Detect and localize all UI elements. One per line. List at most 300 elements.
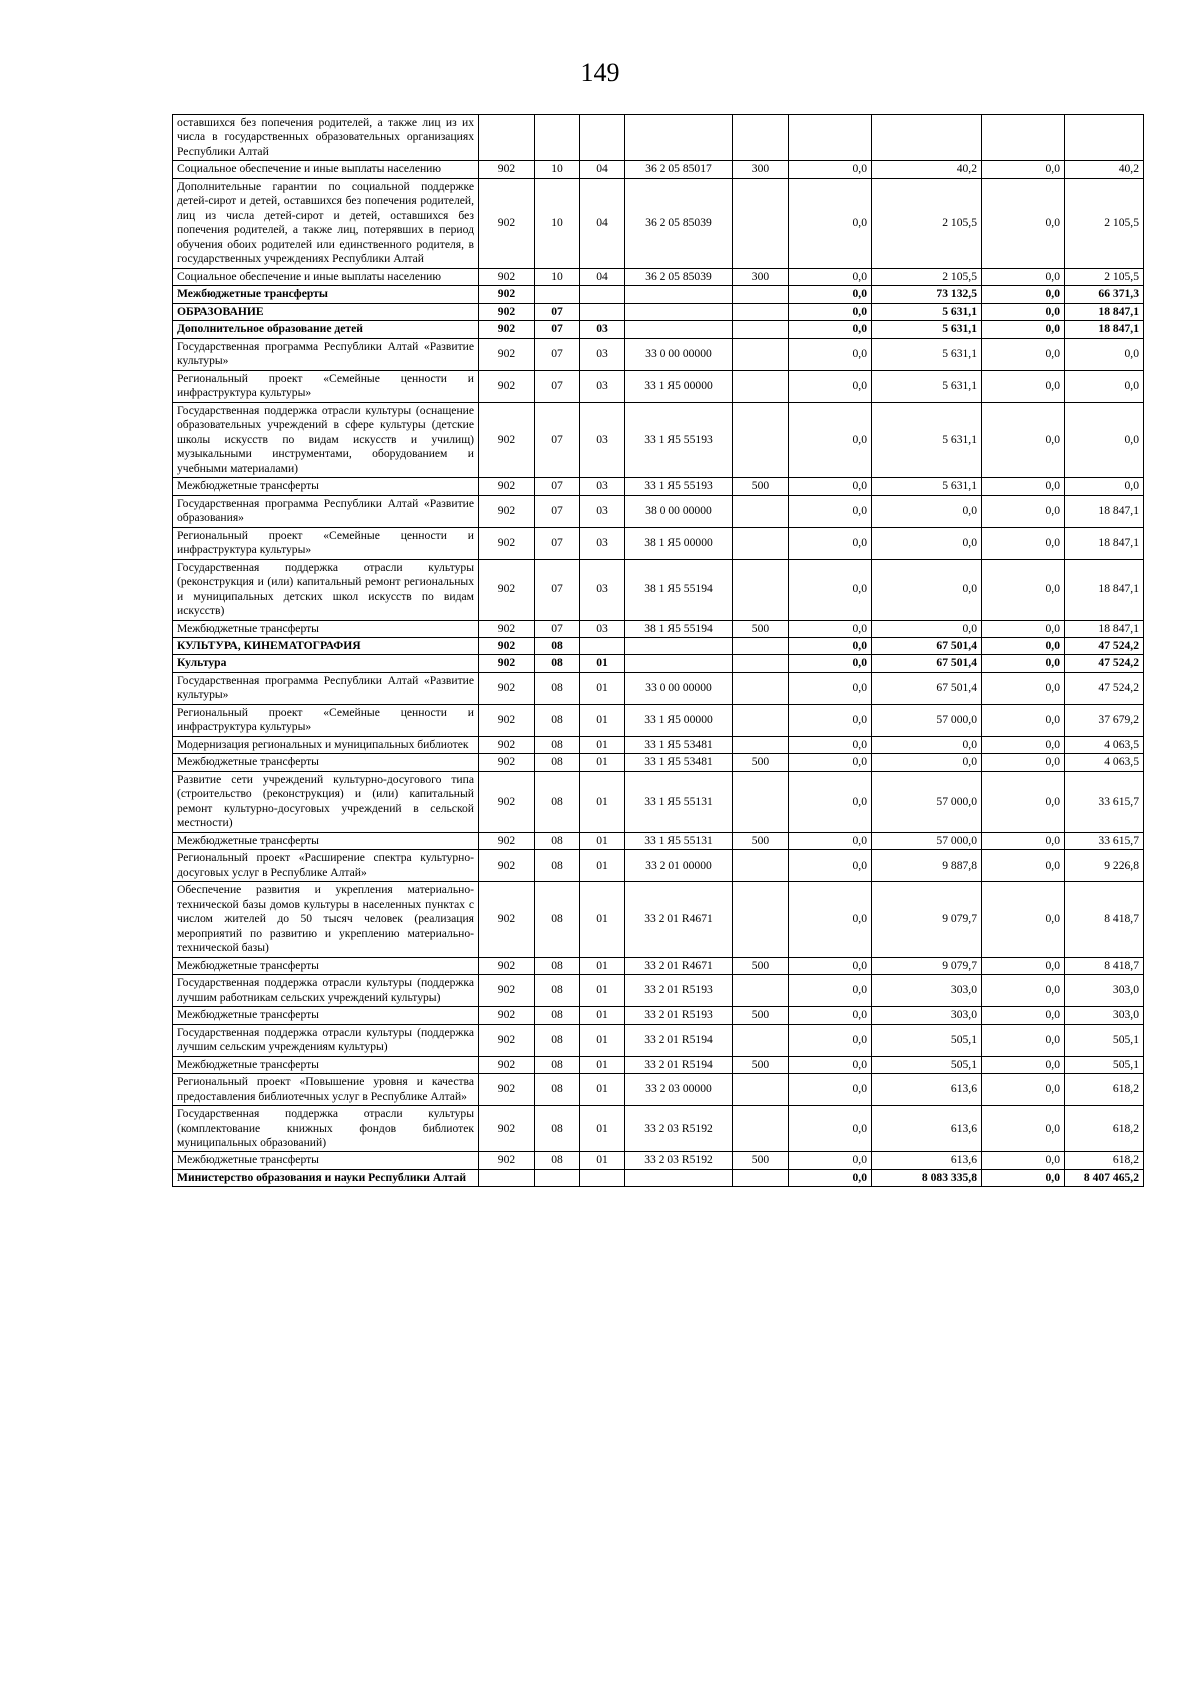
- cell-expense-type: 500: [733, 957, 789, 974]
- cell-name: Культура: [173, 655, 479, 672]
- cell-subsection: 01: [580, 957, 625, 974]
- cell-expense-type: [733, 527, 789, 559]
- cell-target-article: 38 1 Я5 55194: [625, 559, 733, 620]
- cell-value-1: 0,0: [789, 832, 872, 849]
- cell-value-1: 0,0: [789, 975, 872, 1007]
- cell-section: [535, 286, 580, 303]
- cell-target-article: 33 1 Я5 55131: [625, 771, 733, 832]
- cell-value-4: 4 063,5: [1065, 736, 1144, 753]
- cell-target-article: 36 2 05 85039: [625, 268, 733, 285]
- cell-section: 07: [535, 559, 580, 620]
- cell-name: Государственная программа Республики Алтай «Развитие культуры»: [173, 672, 479, 704]
- cell-name: Межбюджетные трансферты: [173, 1152, 479, 1169]
- cell-target-article: 33 1 Я5 55193: [625, 402, 733, 477]
- cell-admin-code: 902: [479, 882, 535, 957]
- cell-admin-code: 902: [479, 1056, 535, 1073]
- cell-value-2: 0,0: [872, 620, 982, 637]
- cell-value-4: 40,2: [1065, 161, 1144, 178]
- cell-target-article: 33 2 01 R5194: [625, 1056, 733, 1073]
- cell-value-3: 0,0: [982, 1007, 1065, 1024]
- cell-expense-type: 500: [733, 478, 789, 495]
- cell-value-4: 8 418,7: [1065, 957, 1144, 974]
- table-row: [173, 527, 1144, 559]
- cell-name: Государственная программа Республики Алтай «Развитие культуры»: [173, 338, 479, 370]
- cell-name: Государственная поддержка отрасли культуры (реконструкция и (или) капитальный ремонт региональных и муниципальных детских школ искусств по видам искусств): [173, 559, 479, 620]
- table-row: [173, 957, 1144, 974]
- cell-value-2: 73 132,5: [872, 286, 982, 303]
- cell-value-2: 2 105,5: [872, 178, 982, 268]
- cell-section: 08: [535, 754, 580, 771]
- cell-section: 08: [535, 1106, 580, 1152]
- cell-value-4: 2 105,5: [1065, 178, 1144, 268]
- cell-name: оставшихся без попечения родителей, а также лиц из их числа в государственных образовательных организациях Республики Алтай: [173, 115, 479, 161]
- cell-expense-type: [733, 1074, 789, 1106]
- cell-value-4: 66 371,3: [1065, 286, 1144, 303]
- table-row: [173, 1152, 1144, 1169]
- cell-value-1: 0,0: [789, 1106, 872, 1152]
- table-row: [173, 832, 1144, 849]
- cell-admin-code: [479, 115, 535, 161]
- cell-value-1: 0,0: [789, 495, 872, 527]
- cell-name: Межбюджетные трансферты: [173, 1007, 479, 1024]
- table-row: [173, 850, 1144, 882]
- cell-expense-type: [733, 1169, 789, 1186]
- cell-subsection: 04: [580, 268, 625, 285]
- cell-expense-type: [733, 178, 789, 268]
- cell-name: КУЛЬТУРА, КИНЕМАТОГРАФИЯ: [173, 637, 479, 654]
- cell-value-2: 40,2: [872, 161, 982, 178]
- cell-section: 08: [535, 1056, 580, 1073]
- table-row: [173, 620, 1144, 637]
- cell-value-4: 303,0: [1065, 975, 1144, 1007]
- cell-value-3: 0,0: [982, 850, 1065, 882]
- cell-section: 08: [535, 1074, 580, 1106]
- cell-value-3: 0,0: [982, 882, 1065, 957]
- cell-subsection: [580, 1169, 625, 1186]
- cell-value-3: 0,0: [982, 1152, 1065, 1169]
- cell-admin-code: 902: [479, 975, 535, 1007]
- cell-expense-type: [733, 655, 789, 672]
- cell-target-article: 36 2 05 85039: [625, 178, 733, 268]
- cell-target-article: [625, 655, 733, 672]
- cell-section: 07: [535, 321, 580, 338]
- cell-expense-type: [733, 882, 789, 957]
- cell-value-1: 0,0: [789, 268, 872, 285]
- cell-value-1: 0,0: [789, 1056, 872, 1073]
- cell-section: 07: [535, 303, 580, 320]
- cell-admin-code: 902: [479, 850, 535, 882]
- cell-admin-code: 902: [479, 672, 535, 704]
- cell-value-2: 67 501,4: [872, 637, 982, 654]
- cell-admin-code: 902: [479, 1024, 535, 1056]
- cell-value-2: 0,0: [872, 736, 982, 753]
- table-row: [173, 478, 1144, 495]
- cell-value-2: 5 631,1: [872, 303, 982, 320]
- cell-section: 07: [535, 495, 580, 527]
- cell-admin-code: 902: [479, 495, 535, 527]
- table-row: [173, 1169, 1144, 1186]
- cell-value-3: 0,0: [982, 754, 1065, 771]
- cell-admin-code: 902: [479, 321, 535, 338]
- cell-admin-code: 902: [479, 704, 535, 736]
- cell-target-article: 33 2 01 R5194: [625, 1024, 733, 1056]
- cell-value-4: 18 847,1: [1065, 620, 1144, 637]
- cell-expense-type: [733, 672, 789, 704]
- cell-expense-type: 500: [733, 754, 789, 771]
- cell-value-1: 0,0: [789, 478, 872, 495]
- cell-admin-code: 902: [479, 402, 535, 477]
- cell-value-1: 0,0: [789, 1074, 872, 1106]
- table-row: [173, 370, 1144, 402]
- cell-subsection: 04: [580, 161, 625, 178]
- cell-subsection: 01: [580, 736, 625, 753]
- cell-value-4: 18 847,1: [1065, 303, 1144, 320]
- cell-section: 08: [535, 672, 580, 704]
- cell-value-4: 47 524,2: [1065, 655, 1144, 672]
- cell-section: 07: [535, 620, 580, 637]
- cell-value-3: 0,0: [982, 620, 1065, 637]
- cell-name: Межбюджетные трансферты: [173, 754, 479, 771]
- cell-subsection: 01: [580, 850, 625, 882]
- cell-admin-code: 902: [479, 527, 535, 559]
- cell-value-2: 613,6: [872, 1152, 982, 1169]
- cell-subsection: 03: [580, 321, 625, 338]
- cell-value-1: 0,0: [789, 1007, 872, 1024]
- cell-subsection: 01: [580, 882, 625, 957]
- cell-name: Региональный проект «Расширение спектра культурно-досуговых услуг в Республике Алтай»: [173, 850, 479, 882]
- cell-value-4: 18 847,1: [1065, 495, 1144, 527]
- cell-target-article: 33 2 01 R5193: [625, 975, 733, 1007]
- cell-target-article: [625, 1169, 733, 1186]
- cell-target-article: 33 2 01 R4671: [625, 957, 733, 974]
- cell-admin-code: 902: [479, 1007, 535, 1024]
- cell-value-1: 0,0: [789, 161, 872, 178]
- cell-value-2: 5 631,1: [872, 478, 982, 495]
- cell-value-3: 0,0: [982, 957, 1065, 974]
- cell-value-3: 0,0: [982, 303, 1065, 320]
- cell-expense-type: [733, 850, 789, 882]
- cell-value-3: [982, 115, 1065, 161]
- cell-value-4: 505,1: [1065, 1056, 1144, 1073]
- cell-name: Межбюджетные трансферты: [173, 286, 479, 303]
- cell-target-article: 33 1 Я5 00000: [625, 704, 733, 736]
- cell-subsection: 03: [580, 495, 625, 527]
- cell-value-2: 2 105,5: [872, 268, 982, 285]
- cell-subsection: 03: [580, 527, 625, 559]
- cell-value-4: 0,0: [1065, 338, 1144, 370]
- cell-subsection: 01: [580, 655, 625, 672]
- cell-admin-code: 902: [479, 1106, 535, 1152]
- table-row: [173, 1007, 1144, 1024]
- cell-section: 08: [535, 832, 580, 849]
- cell-value-3: 0,0: [982, 161, 1065, 178]
- cell-expense-type: [733, 338, 789, 370]
- cell-value-4: 47 524,2: [1065, 637, 1144, 654]
- cell-name: Региональный проект «Семейные ценности и инфраструктура культуры»: [173, 527, 479, 559]
- cell-subsection: 01: [580, 1106, 625, 1152]
- cell-value-3: 0,0: [982, 1024, 1065, 1056]
- cell-admin-code: [479, 1169, 535, 1186]
- cell-subsection: [580, 303, 625, 320]
- cell-section: 08: [535, 1024, 580, 1056]
- cell-name: Дополнительные гарантии по социальной поддержке детей-сирот и детей, оставшихся без попечения родителей, лиц из числа детей-сирот и детей, оставшихся без попечения родителей, а также лиц, потерявших в период обучения обоих родителей или единственного родителя, в государственных учреждениях Республики Алтай: [173, 178, 479, 268]
- cell-section: 08: [535, 1152, 580, 1169]
- cell-value-3: 0,0: [982, 1106, 1065, 1152]
- cell-value-3: 0,0: [982, 1056, 1065, 1073]
- cell-value-1: 0,0: [789, 882, 872, 957]
- cell-value-2: 67 501,4: [872, 655, 982, 672]
- cell-admin-code: 902: [479, 832, 535, 849]
- cell-name: Государственная поддержка отрасли культуры (комплектование книжных фондов библиотек муниципальных образований): [173, 1106, 479, 1152]
- cell-name: Государственная поддержка отрасли культуры (поддержка лучшим работникам сельских учреждений культуры): [173, 975, 479, 1007]
- cell-value-4: 18 847,1: [1065, 559, 1144, 620]
- cell-value-3: 0,0: [982, 832, 1065, 849]
- cell-expense-type: [733, 736, 789, 753]
- cell-name: ОБРАЗОВАНИЕ: [173, 303, 479, 320]
- cell-expense-type: [733, 1106, 789, 1152]
- cell-value-3: 0,0: [982, 268, 1065, 285]
- cell-value-3: 0,0: [982, 286, 1065, 303]
- cell-value-2: 0,0: [872, 559, 982, 620]
- cell-subsection: 03: [580, 338, 625, 370]
- cell-subsection: 01: [580, 771, 625, 832]
- table-row: [173, 1074, 1144, 1106]
- table-row: [173, 882, 1144, 957]
- table-row: [173, 303, 1144, 320]
- cell-admin-code: 902: [479, 1074, 535, 1106]
- cell-name: Государственная поддержка отрасли культуры (поддержка лучшим сельским учреждениям культуры): [173, 1024, 479, 1056]
- cell-subsection: 03: [580, 478, 625, 495]
- cell-name: Обеспечение развития и укрепления материально-технической базы домов культуры в населенных пунктах с числом жителей до 50 тысяч человек (реализация мероприятий по развитию и укреплению материально-технической базы): [173, 882, 479, 957]
- cell-target-article: 33 1 Я5 53481: [625, 754, 733, 771]
- cell-section: 08: [535, 850, 580, 882]
- cell-value-1: 0,0: [789, 704, 872, 736]
- cell-value-4: 9 226,8: [1065, 850, 1144, 882]
- cell-name: Модернизация региональных и муниципальных библиотек: [173, 736, 479, 753]
- cell-name: Социальное обеспечение и иные выплаты населению: [173, 268, 479, 285]
- cell-value-4: 18 847,1: [1065, 321, 1144, 338]
- cell-admin-code: 902: [479, 286, 535, 303]
- cell-subsection: [580, 286, 625, 303]
- cell-admin-code: 902: [479, 771, 535, 832]
- cell-value-1: 0,0: [789, 286, 872, 303]
- cell-admin-code: 902: [479, 736, 535, 753]
- cell-value-1: 0,0: [789, 527, 872, 559]
- cell-section: 08: [535, 957, 580, 974]
- table-row: [173, 1106, 1144, 1152]
- cell-target-article: 33 0 00 00000: [625, 338, 733, 370]
- cell-section: 10: [535, 178, 580, 268]
- cell-expense-type: [733, 637, 789, 654]
- table-body: [173, 115, 1144, 1187]
- cell-value-2: 57 000,0: [872, 832, 982, 849]
- cell-value-4: 8 418,7: [1065, 882, 1144, 957]
- cell-value-2: 303,0: [872, 1007, 982, 1024]
- cell-value-4: 505,1: [1065, 1024, 1144, 1056]
- cell-section: [535, 1169, 580, 1186]
- cell-value-4: [1065, 115, 1144, 161]
- cell-value-4: 4 063,5: [1065, 754, 1144, 771]
- table-row: [173, 268, 1144, 285]
- cell-subsection: 01: [580, 1056, 625, 1073]
- cell-admin-code: 902: [479, 754, 535, 771]
- cell-value-3: 0,0: [982, 1074, 1065, 1106]
- cell-target-article: 33 2 01 R5193: [625, 1007, 733, 1024]
- cell-value-2: 5 631,1: [872, 402, 982, 477]
- cell-admin-code: 902: [479, 559, 535, 620]
- cell-target-article: [625, 321, 733, 338]
- table-row: [173, 559, 1144, 620]
- cell-value-2: 5 631,1: [872, 338, 982, 370]
- cell-value-1: 0,0: [789, 672, 872, 704]
- cell-expense-type: 300: [733, 268, 789, 285]
- cell-admin-code: 902: [479, 370, 535, 402]
- cell-section: 08: [535, 736, 580, 753]
- cell-value-1: 0,0: [789, 1024, 872, 1056]
- cell-admin-code: 902: [479, 178, 535, 268]
- cell-expense-type: [733, 559, 789, 620]
- cell-admin-code: 902: [479, 161, 535, 178]
- cell-subsection: 03: [580, 402, 625, 477]
- cell-name: Государственная поддержка отрасли культуры (оснащение образовательных учреждений в сфере культуры (детские школы искусств по видам искусств и училищ) музыкальными инструментами, оборудованием и учебными материалами): [173, 402, 479, 477]
- cell-target-article: 36 2 05 85017: [625, 161, 733, 178]
- cell-admin-code: 902: [479, 1152, 535, 1169]
- cell-value-2: 9 079,7: [872, 957, 982, 974]
- table-row: [173, 771, 1144, 832]
- cell-target-article: 33 2 01 00000: [625, 850, 733, 882]
- cell-name: Развитие сети учреждений культурно-досугового типа (строительство (реконструкция) и (или) капитальный ремонт культурно-досуговых учреждений в сельской местности): [173, 771, 479, 832]
- cell-target-article: 33 2 01 R4671: [625, 882, 733, 957]
- cell-target-article: 33 1 Я5 55193: [625, 478, 733, 495]
- cell-value-1: 0,0: [789, 559, 872, 620]
- cell-name: Государственная программа Республики Алтай «Развитие образования»: [173, 495, 479, 527]
- table-row: [173, 338, 1144, 370]
- cell-value-2: 613,6: [872, 1074, 982, 1106]
- cell-value-1: 0,0: [789, 771, 872, 832]
- cell-value-2: 5 631,1: [872, 321, 982, 338]
- table-row: [173, 115, 1144, 161]
- cell-section: 08: [535, 655, 580, 672]
- cell-expense-type: 500: [733, 620, 789, 637]
- table-row: [173, 754, 1144, 771]
- cell-value-2: 9 079,7: [872, 882, 982, 957]
- cell-target-article: 33 2 03 R5192: [625, 1152, 733, 1169]
- cell-value-4: 8 407 465,2: [1065, 1169, 1144, 1186]
- cell-expense-type: 300: [733, 161, 789, 178]
- cell-value-3: 0,0: [982, 370, 1065, 402]
- cell-value-3: 0,0: [982, 527, 1065, 559]
- cell-value-1: [789, 115, 872, 161]
- cell-value-3: 0,0: [982, 672, 1065, 704]
- cell-value-4: 2 105,5: [1065, 268, 1144, 285]
- cell-value-3: 0,0: [982, 402, 1065, 477]
- cell-value-1: 0,0: [789, 370, 872, 402]
- cell-value-3: 0,0: [982, 559, 1065, 620]
- cell-value-3: 0,0: [982, 478, 1065, 495]
- budget-table: [172, 114, 1144, 1187]
- cell-expense-type: 500: [733, 1056, 789, 1073]
- cell-value-3: 0,0: [982, 637, 1065, 654]
- cell-expense-type: [733, 704, 789, 736]
- cell-value-2: 57 000,0: [872, 771, 982, 832]
- cell-value-2: 0,0: [872, 495, 982, 527]
- table-row: [173, 655, 1144, 672]
- cell-value-2: 613,6: [872, 1106, 982, 1152]
- cell-value-1: 0,0: [789, 754, 872, 771]
- cell-value-4: 303,0: [1065, 1007, 1144, 1024]
- table-row: [173, 495, 1144, 527]
- cell-section: 10: [535, 161, 580, 178]
- cell-value-2: 505,1: [872, 1024, 982, 1056]
- cell-section: 07: [535, 527, 580, 559]
- table-row: [173, 1056, 1144, 1073]
- cell-subsection: 03: [580, 620, 625, 637]
- cell-subsection: 01: [580, 754, 625, 771]
- cell-name: Социальное обеспечение и иные выплаты населению: [173, 161, 479, 178]
- cell-expense-type: [733, 286, 789, 303]
- table-row: [173, 178, 1144, 268]
- cell-expense-type: [733, 495, 789, 527]
- cell-name: Региональный проект «Семейные ценности и инфраструктура культуры»: [173, 370, 479, 402]
- cell-expense-type: 500: [733, 832, 789, 849]
- cell-value-4: 37 679,2: [1065, 704, 1144, 736]
- cell-name: Региональный проект «Повышение уровня и качества предоставления библиотечных услуг в Республике Алтай»: [173, 1074, 479, 1106]
- cell-value-4: 18 847,1: [1065, 527, 1144, 559]
- cell-target-article: 33 2 03 R5192: [625, 1106, 733, 1152]
- cell-section: 07: [535, 370, 580, 402]
- cell-admin-code: 902: [479, 338, 535, 370]
- cell-target-article: [625, 115, 733, 161]
- cell-section: 08: [535, 975, 580, 1007]
- cell-value-3: 0,0: [982, 736, 1065, 753]
- cell-value-2: 8 083 335,8: [872, 1169, 982, 1186]
- cell-target-article: [625, 303, 733, 320]
- table-row: [173, 736, 1144, 753]
- cell-name: Дополнительное образование детей: [173, 321, 479, 338]
- cell-target-article: 33 2 03 00000: [625, 1074, 733, 1106]
- cell-target-article: 33 0 00 00000: [625, 672, 733, 704]
- cell-admin-code: 902: [479, 303, 535, 320]
- cell-value-1: 0,0: [789, 620, 872, 637]
- cell-value-1: 0,0: [789, 1169, 872, 1186]
- cell-section: 10: [535, 268, 580, 285]
- table-row: [173, 1024, 1144, 1056]
- cell-subsection: [580, 637, 625, 654]
- cell-value-1: 0,0: [789, 957, 872, 974]
- table-row: [173, 402, 1144, 477]
- cell-value-1: 0,0: [789, 402, 872, 477]
- cell-value-2: [872, 115, 982, 161]
- cell-subsection: 01: [580, 1007, 625, 1024]
- cell-subsection: 01: [580, 672, 625, 704]
- cell-name: Региональный проект «Семейные ценности и инфраструктура культуры»: [173, 704, 479, 736]
- cell-subsection: 01: [580, 1152, 625, 1169]
- cell-target-article: 38 0 00 00000: [625, 495, 733, 527]
- cell-value-1: 0,0: [789, 637, 872, 654]
- cell-value-1: 0,0: [789, 303, 872, 320]
- cell-name: Межбюджетные трансферты: [173, 832, 479, 849]
- cell-value-3: 0,0: [982, 321, 1065, 338]
- cell-section: 08: [535, 882, 580, 957]
- cell-subsection: [580, 115, 625, 161]
- cell-expense-type: 500: [733, 1007, 789, 1024]
- cell-expense-type: [733, 975, 789, 1007]
- cell-target-article: 38 1 Я5 55194: [625, 620, 733, 637]
- cell-section: [535, 115, 580, 161]
- cell-value-4: 0,0: [1065, 370, 1144, 402]
- cell-value-4: 618,2: [1065, 1074, 1144, 1106]
- cell-admin-code: 902: [479, 655, 535, 672]
